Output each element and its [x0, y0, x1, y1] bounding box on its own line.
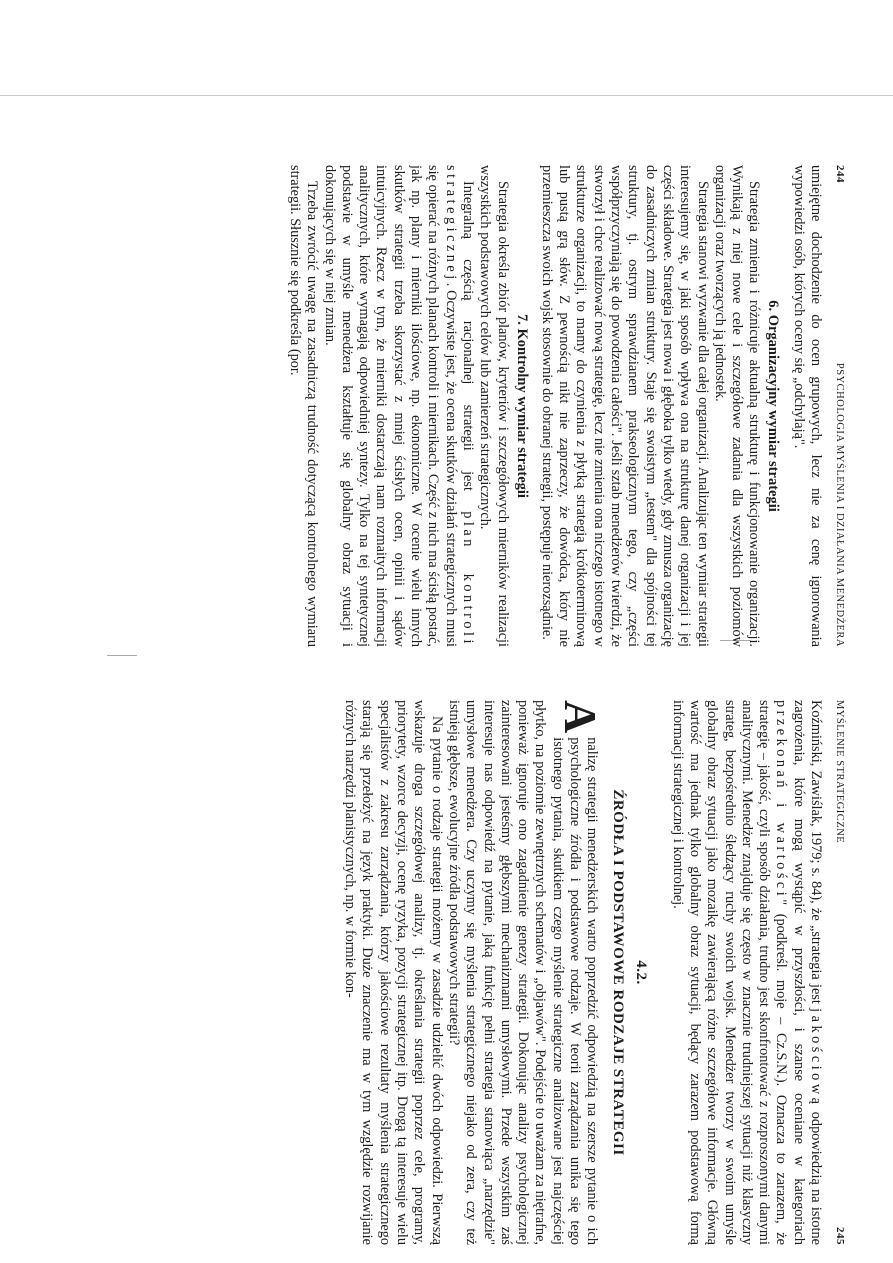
- paragraph: Strategia stanowi wyzwanie dla całej organizacji. Analizując ten wymiar strategii interesujemy się, w jaki sposób wpływa ona na strukturę danej organizacji i jej części składowe. Strategia jest nowa i głęboka tylko wtedy, gdy zmusza organizację do zasadniczych zmian struktury. Staje się swoistym „testem" dla spójności tej struktury, tj. ostrym sprawdzianem prakseologicznym tego, czy „części współprzyczyniają się do powodzenia całości". Jeśli sztab menedżerów twierdzi, że stworzył i chce realizować nową strategię, lecz nie zmienia ona niczego istotnego w strukturze organizacji, to mamy do czynienia z płytką strategią krótkoterminową lub pustą grą słów. Z pewnością nikt nie zaprzeczy, że dowódca, który nie przemieszcza swoich wojsk stosownie do obranej strategii, postępuje nierozsądnie.: [538, 165, 711, 647]
- scan-edge-line: [0, 95, 893, 96]
- text-run: Integralną częścią racjonalnej strategii jest: [459, 181, 476, 512]
- section-heading: 7. Kontrolny wymiar strategii: [513, 314, 530, 498]
- paragraph: Strategia zmienia i różnicuje aktualną strukturę i funkcjonowanie organizacji. Wynikają z niej nowe cele i szczegółowe zadania dla wszystkich poziomów organizacji oraz tworzących ją jednostek.: [711, 165, 763, 647]
- page-number: 244: [834, 165, 846, 183]
- text-run: odpowiedzią na istotne zagrożenia, które mogą wystąpić w przyszłości, i szanse oceniane w kategoriach: [790, 700, 824, 1245]
- page-number: 245: [834, 1227, 846, 1245]
- text-run: " (podkreśl. moje – Cz.S.N.). Oznacza to zarazem, że strategię – jakość, czyli sposób działania, trudno jest skonfrontować z rozproszonymi danymi analitycznymi. Menedżer znajduje się często w znacznie trudniejszej sytuacji niż klasyczny strateg, bezpośrednio śledzący ruchy swoich wojsk. Menedżer tworzy w swoim umyśle globalny obraz sytuacji jako mozaikę zawierającą różne szczegółowe informacje. Główną wartość ma jednak tylko globalny obraz sytuacji, będący zarazem podstawową formą informacji strategicznej i kontrolnej.: [669, 700, 790, 1245]
- running-head: PSYCHOLOGIA MYŚLENIA I DZIAŁANIA MENEDŻERA: [834, 362, 845, 647]
- text-run: Koźmiński, Zawiślak, 1979; s. 84), że „strategia jest: [808, 700, 824, 1009]
- page-245: [86, 700, 846, 1245]
- gutter-mark-left: [107, 655, 137, 656]
- emphasized-text: jakościową: [808, 1008, 824, 1108]
- emphasized-text: przekonań i wartości: [773, 700, 790, 900]
- text-run: nalizę strategii menedżerskich warto poprzedzić odpowiedzią na szersze pytanie o ich psychologiczne źródła i podstawowe rodzaje. W teorii zarządzania unika się tego istotnego pytania, skutkiem czego myślenie strategiczne analizowane jest najczęściej płytko, na poziomie zewnętrznych schematów i „objawów". Podejście to uważam za niętrafne, ponieważ ignoruje ono zagadnienie genezy strategii. Dokonując analizy psychologicznej zainteresowani jesteśmy głębszymi mechanizmami umysłowymi. Przede wszystkim zaś interesuje nas odpowiedź na pytanie, jaką funkcję pełni strategia stanowiąca „narzędzie" umysłowe menedżera. Czy uczymy się myślenia strategicznego niejako od zera, czy też istnieją głębsze, ewolucyjne źródła podstawowych strategii?: [445, 700, 601, 1245]
- paragraph: [320, 165, 476, 647]
- chapter-title: ŹRÓDŁA I PODSTAWOWE RODZAJE STRATEGII: [610, 789, 627, 1156]
- page-244: [86, 165, 846, 647]
- running-header-245: [824, 700, 846, 1245]
- paragraph: Trzeba zwrócić uwagę na zasadniczą trudność dotyczącą kontrolnego wymiaru strategii. Słusznie się podkreśla (por.: [286, 165, 321, 647]
- paragraph: umiejętne dochodzenie do ocen grupowych, lecz nie za cenę ignorowania wypowiedzi osób, których oceny się „odchylają".: [790, 165, 824, 647]
- emphasized-text: plan kontroli strategicznej: [442, 165, 476, 647]
- running-header-244: [824, 165, 846, 647]
- paragraph: [668, 700, 824, 1245]
- paragraph: Strategia określa zbiór planów, kryteriów i szczegółowych mierników realizacji wszystkich podstawowych celów lub zamierzeń strategicznych.: [477, 165, 511, 647]
- paragraph: Na pytanie o rodzaje strategii możemy w zasadzie udzielić dwóch odpowiedzi. Pierwszą wskazuje droga szczegółowej analizy, tj. określania strategii poprzez cele, programy, priorytety, wzorce decyzji, ocenę ryzyka, pozycji strategicznej itp. Drogą tą interesuje wielu specjalistów z zakresu zarządzania, którzy jakościowe rezultaty myślenia strategicznego starają się przełożyć na język praktyki. Duże znaczenie ma w tym względzie rozwijanie różnych narzędzi planistycznych, np. w formie kon-: [342, 700, 445, 1245]
- chapter-number: 4.2.: [633, 960, 650, 985]
- running-head: MYŚLENIE STRATEGICZNE: [834, 700, 845, 844]
- paragraph: [445, 700, 607, 1245]
- section-heading: 6. Organizacyjny wymiar strategii: [765, 300, 782, 512]
- text-run: . Oczywiste jest, że ocena skutków działań strategicznych musi się opierać na różnych planach kontroli i miernikach. Część z nich ma ścisłą postać, jak np. plany i mierniki ilościowe, np. ekonomiczne. W ocenie wielu innych skutków strategii trzeba skorzystać z mniej ścisłych ocen, opinii i sądów intuicyjnych. Rzecz w tym, że mierniki dostarczają nam rozmaitych informacji analitycznych, które wymagają odpowiedniej syntezy. Tylko na tej syntetycznej podstawie w umyśle menedżera kształtuje się globalny obraz sytuacji i dokonujących się w niej zmian.: [321, 165, 459, 647]
- drop-cap: A: [555, 700, 607, 734]
